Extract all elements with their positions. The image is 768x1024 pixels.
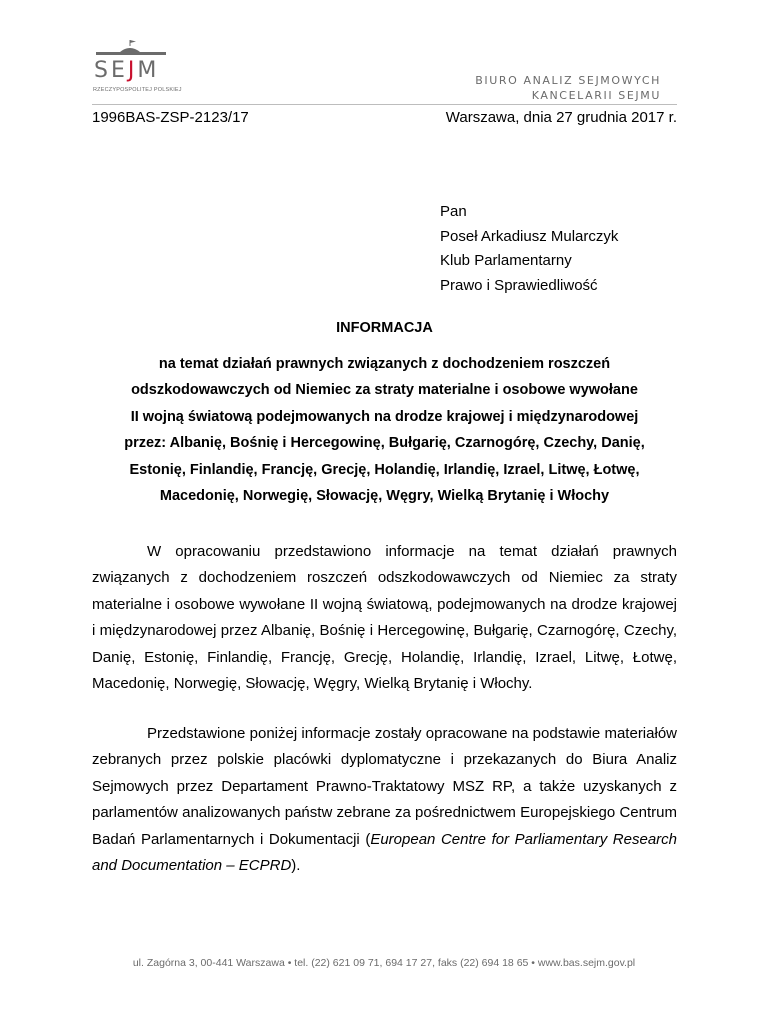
subject-line: na temat działań prawnych związanych z dochodzeniem roszczeń bbox=[158, 356, 611, 372]
body-paragraph-2 bbox=[92, 721, 677, 879]
office-name bbox=[475, 73, 661, 103]
subject-line: II wojną światową podejmowanych na drodze krajowej i międzynarodowej bbox=[130, 408, 639, 425]
subject-line: przez: Albanię, Bośnię i Hercegowinę, Bułgarię, Czarnogórę, Czechy, Danię, bbox=[124, 435, 645, 452]
office-line-2: KANCELARII SEJMU bbox=[531, 89, 661, 102]
footer-contact: ul. Zagórna 3, 00-441 Warszawa • tel. (22) 621 09 71, 694 17 27, faks (22) 694 18 65 • www.bas.sejm.gov.pl bbox=[132, 957, 636, 969]
logo-letter-j: J bbox=[127, 58, 138, 83]
reference-number: 1996BAS-ZSP-2123/17 bbox=[92, 109, 249, 126]
body-paragraph-1: W opracowaniu przedstawiono informacje na temat działań prawnych związanych z dochodzeniem roszczeń odszkodowawczych od Niemiec za straty materialne i osobowe wywołane II wojną światową, podejmowanych na drodze krajowej i międzynarodowej przez Albanię, Bośnię i Hercegowinę, Bułgarię, Czarnogórę, Czechy, Danię, Estonię, Finlandię, Francję, Grecję, Holandię, Irlandię, Izrael, Litwę, Łotwę, Macedonię, Norwegię, Słowację, Węgry, Wielką Brytanię i Włochy. bbox=[92, 543, 677, 693]
addressee-line: Poseł Arkadiusz Mularczyk bbox=[440, 227, 619, 245]
header-divider bbox=[92, 104, 677, 105]
addressee-line: Prawo i Sprawiedliwość bbox=[440, 276, 598, 294]
date-place: Warszawa, dnia 27 grudnia 2017 r. bbox=[445, 109, 677, 126]
logo-subtitle: RZECZYPOSPOLITEJ POLSKIEJ bbox=[93, 87, 182, 93]
office-line-1: BIURO ANALIZ SEJMOWYCH bbox=[475, 74, 661, 87]
addressee-block bbox=[440, 200, 618, 298]
subject-line: Macedonię, Norwegię, Słowację, Węgry, Wielką Brytanię i Włochy bbox=[159, 488, 610, 505]
document-subject bbox=[92, 351, 677, 509]
subject-line: Estonię, Finlandię, Francję, Grecję, Holandię, Irlandię, Izrael, Litwę, Łotwę, bbox=[129, 461, 640, 478]
addressee-line: Klub Parlamentarny bbox=[440, 252, 572, 269]
addressee-line: Pan bbox=[440, 203, 467, 220]
paragraph-2-italic: European Centre for Parliamentary Research and Documentation – ECPRD bbox=[92, 830, 677, 875]
paragraph-2-text: Przedstawione poniżej informacje zostały opracowane na podstawie materiałów zebranych przez polskie placówki dyplomatyczne i przekazanych do Biura Analiz Sejmowych przez Departament Prawno-Traktatowy MSZ RP, a także uzyskanych z parlamentów analizowanych państw zebrane za pośrednictwem Europejskiego Centrum Badań Parlamentarnych i Dokumentacji ( bbox=[92, 725, 677, 848]
subject-line: odszkodowawczych od Niemiec za straty materialne i osobowe wywołane bbox=[131, 382, 638, 399]
paragraph-2-end: ). bbox=[291, 857, 301, 875]
logo-wordmark: SEJM bbox=[94, 58, 160, 83]
document-title: INFORMACJA bbox=[336, 320, 433, 336]
